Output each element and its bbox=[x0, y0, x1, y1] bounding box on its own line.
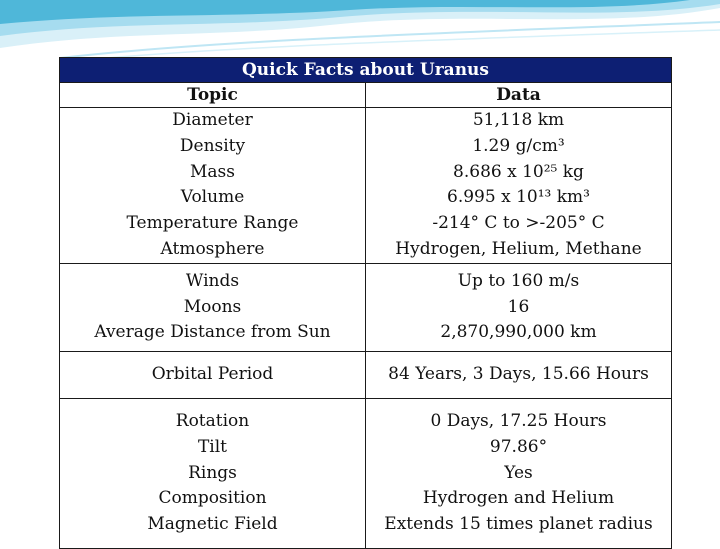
data-value: 84 Years, 3 Days, 15.66 Hours bbox=[388, 364, 649, 385]
topic-cell bbox=[60, 352, 366, 398]
data-value: 2,870,990,000 km bbox=[440, 322, 597, 343]
topic-label: Orbital Period bbox=[151, 364, 274, 385]
data-cell bbox=[366, 352, 671, 398]
data-header: Data bbox=[496, 85, 541, 105]
topic-label: Moons bbox=[183, 296, 242, 317]
data-value: 8.686 x 10²⁵ kg bbox=[453, 161, 584, 182]
topic-label: Diameter bbox=[172, 110, 253, 130]
data-value: 1.29 g/cm³ bbox=[472, 135, 565, 156]
topic-cell bbox=[60, 399, 366, 548]
data-value: Up to 160 m/s bbox=[457, 270, 580, 291]
topic-label: Temperature Range bbox=[126, 213, 299, 234]
topic-label: Rings bbox=[188, 462, 237, 483]
topic-label: Density bbox=[179, 135, 246, 156]
data-value: 6.995 x 10¹³ km³ bbox=[447, 187, 590, 208]
topic-cell bbox=[60, 264, 366, 351]
topic-label: Rotation bbox=[175, 410, 250, 431]
table-row bbox=[60, 264, 671, 352]
table-row bbox=[60, 399, 671, 548]
data-value: Yes bbox=[504, 462, 533, 483]
table-row bbox=[60, 108, 671, 264]
topic-cell bbox=[60, 108, 366, 263]
topic-label: Winds bbox=[185, 270, 240, 291]
topic-label: Mass bbox=[190, 161, 235, 182]
table-row bbox=[60, 352, 671, 399]
data-value: Hydrogen, Helium, Methane bbox=[395, 238, 642, 259]
data-value: 51,118 km bbox=[472, 110, 565, 130]
table-header-row bbox=[60, 83, 671, 108]
data-cell bbox=[366, 264, 671, 351]
topic-header: Topic bbox=[60, 83, 366, 107]
data-value: Extends 15 times planet radius bbox=[384, 514, 653, 535]
data-cell bbox=[366, 108, 671, 263]
data-value: Hydrogen and Helium bbox=[422, 488, 615, 509]
topic-label: Volume bbox=[180, 187, 245, 208]
topic-label: Composition bbox=[158, 488, 267, 509]
data-value: 16 bbox=[507, 296, 530, 317]
topic-label: Average Distance from Sun bbox=[94, 322, 331, 343]
data-value: 0 Days, 17.25 Hours bbox=[430, 410, 607, 431]
data-value: 97.86° bbox=[489, 436, 548, 457]
topic-label: Atmosphere bbox=[160, 238, 265, 259]
topic-label: Tilt bbox=[197, 436, 228, 457]
facts-table bbox=[59, 57, 672, 549]
table-title: Quick Facts about Uranus bbox=[60, 58, 671, 83]
data-value: -214° C to >-205° C bbox=[432, 213, 605, 234]
topic-label: Magnetic Field bbox=[147, 514, 278, 535]
data-cell bbox=[366, 399, 671, 548]
